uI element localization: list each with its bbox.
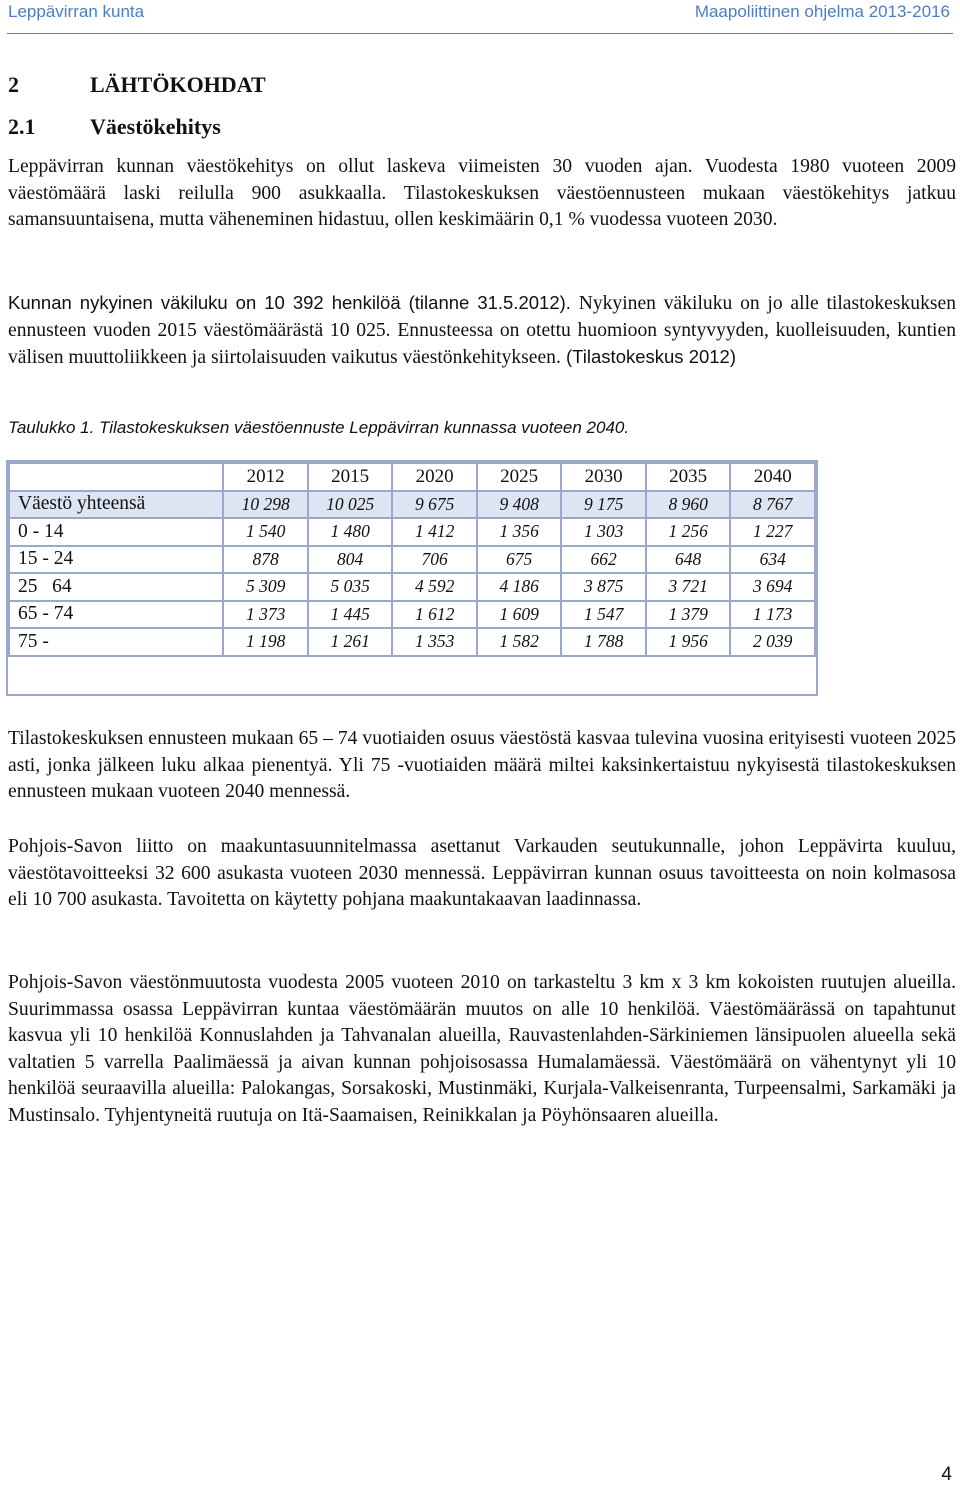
current-population-sentence: Kunnan nykyinen väkiluku on 10 392 henkilöä (tilanne 31.5.2012). xyxy=(8,292,571,313)
table-row xyxy=(9,601,815,629)
table-caption: Taulukko 1. Tilastokeskuksen väestöennuste Leppävirran kunnassa vuoteen 2040. xyxy=(8,418,630,437)
section-heading xyxy=(8,72,266,98)
table-corner-cell xyxy=(9,463,223,491)
page-number: 4 xyxy=(941,1464,952,1485)
table-cell: 1 373 xyxy=(223,601,308,629)
table-cell: 1 356 xyxy=(477,518,562,546)
table-cell: 9 675 xyxy=(392,491,477,519)
row-label: Väestö yhteensä xyxy=(9,491,223,519)
table-header-row xyxy=(9,463,815,491)
subsection-title: Väestökehitys xyxy=(90,114,221,139)
table-cell: 648 xyxy=(646,546,731,574)
table-cell: 1 612 xyxy=(392,601,477,629)
header-document-title: Maapoliittinen ohjelma 2013-2016 xyxy=(694,2,950,21)
section-title: LÄHTÖKOHDAT xyxy=(90,72,266,97)
table-cell: 5 309 xyxy=(223,573,308,601)
table-cell: 1 303 xyxy=(561,518,646,546)
table-row-total xyxy=(9,491,815,519)
table-cell: 878 xyxy=(223,546,308,574)
table-cell: 1 261 xyxy=(308,628,393,656)
table-cell: 4 592 xyxy=(392,573,477,601)
paragraph-age-group-forecast: Tilastokeskuksen ennusteen mukaan 65 – 74 vuotiaiden osuus väestöstä kasvaa tulevina vuosina erityisesti vuoteen 2025 asti, jonka jälkeen luku alkaa pienentyä. Yli 75 -vuotiaiden määrä miltei kaksinkertaistuu nykyisestä tilastokeskuksen ennusteen mukaan vuoteen 2040 mennessä. xyxy=(8,728,956,802)
row-label: 0 - 14 xyxy=(9,518,223,546)
section-number: 2 xyxy=(8,72,19,97)
table-cell: 1 540 xyxy=(223,518,308,546)
table-cell: 675 xyxy=(477,546,562,574)
table-row xyxy=(9,628,815,656)
table-cell: 1 256 xyxy=(646,518,731,546)
table-cell: 1 227 xyxy=(730,518,815,546)
table-cell: 3 875 xyxy=(561,573,646,601)
table-cell: 3 721 xyxy=(646,573,731,601)
year-header: 2012 xyxy=(223,463,308,491)
forecast-sentence: Nykyinen väkiluku on jo alle tilastokeskuksen ennusteen vuoden 2015 väestömäärästä 10 025. Ennusteessa on otettu huomioon syntyvyyden, kuolleisuuden, kuntien välisen muuttoliikkeen ja siirtolaisuuden vaikutus väestönkehitykseen. xyxy=(8,293,957,368)
table-cell: 4 186 xyxy=(477,573,562,601)
table-cell: 1 353 xyxy=(392,628,477,656)
table-row xyxy=(9,546,815,574)
table-cell: 1 198 xyxy=(223,628,308,656)
row-label: 25 64 xyxy=(9,573,223,601)
paragraph-population-trend: Leppävirran kunnan väestökehitys on ollut laskeva viimeisten 30 vuoden ajan. Vuodesta 1980 vuoteen 2009 väestömäärä laski reilulla 900 asukkaalla. Tilastokeskuksen väestöennusteen mukaan väestökehitys jatkuu samansuuntaisena, mutta väheneminen hidastuu, ollen keskimäärin 0,1 % vuodessa vuoteen 2030. xyxy=(8,156,956,230)
row-label: 65 - 74 xyxy=(9,601,223,629)
paragraph-grid-population-change: Pohjois-Savon väestönmuutosta vuodesta 2005 vuoteen 2010 on tarkasteltu 3 km x 3 km kokoisten ruutujen alueilla. Suurimmassa osassa Leppävirran kuntaa väestömäärän muutos on alle 10 henkilöä. Väestömäärässä on tapahtunut kasvua yli 10 henkilöä Konnuslahden ja Tahvanalan alueilla, Rauvastenlahden-Särkiniemen länsipuolen alueella sekä valtatien 5 varrella Paalimäessä ja aivan kunnan pohjoisosassa Humalamäessä. Väestömäärä on vähentynyt yli 10 henkilöä seuraavilla alueilla: Palokangas, Sorsakoski, Mustinmäki, Kurjala-Valkeisenranta, Turpeensalmi, Sarkamäki ja Mustinsalo. Tyhjentyneitä ruutuja on Itä-Saamaisen, Reinikkalan ja Pöyhönsaaren alueilla. xyxy=(8,972,956,1126)
paragraph-current-population xyxy=(8,290,956,372)
header-organization: Leppävirran kunta xyxy=(8,2,145,21)
table-cell: 1 379 xyxy=(646,601,731,629)
year-header: 2015 xyxy=(308,463,393,491)
header-divider xyxy=(7,33,953,34)
year-header: 2040 xyxy=(730,463,815,491)
table-cell: 1 582 xyxy=(477,628,562,656)
table-cell: 3 694 xyxy=(730,573,815,601)
source-reference: (Tilastokeskus 2012) xyxy=(560,346,737,367)
table-cell: 1 412 xyxy=(392,518,477,546)
table-cell: 1 788 xyxy=(561,628,646,656)
subsection-heading xyxy=(8,114,221,140)
table-cell: 10 298 xyxy=(223,491,308,519)
table-cell: 2 039 xyxy=(730,628,815,656)
table-cell: 5 035 xyxy=(308,573,393,601)
table-row xyxy=(9,518,815,546)
table-cell: 1 547 xyxy=(561,601,646,629)
table-cell: 1 480 xyxy=(308,518,393,546)
table-cell: 10 025 xyxy=(308,491,393,519)
table-cell: 9 175 xyxy=(561,491,646,519)
table-cell: 9 408 xyxy=(477,491,562,519)
table-cell: 1 445 xyxy=(308,601,393,629)
year-header: 2020 xyxy=(392,463,477,491)
table-cell: 804 xyxy=(308,546,393,574)
table-cell: 1 173 xyxy=(730,601,815,629)
year-header: 2030 xyxy=(561,463,646,491)
page-header xyxy=(0,0,960,30)
row-label: 15 - 24 xyxy=(9,546,223,574)
year-header: 2025 xyxy=(477,463,562,491)
row-label: 75 - xyxy=(9,628,223,656)
table-cell: 8 767 xyxy=(730,491,815,519)
table-cell: 634 xyxy=(730,546,815,574)
table-cell: 706 xyxy=(392,546,477,574)
paragraph-regional-target: Pohjois-Savon liitto on maakuntasuunnitelmassa asettanut Varkauden seutukunnalle, johon Leppävirta kuuluu, väestötavoitteeksi 32 600 asukasta vuoteen 2030 mennessä. Leppävirran kunnan osuus tavoitteesta on noin kolmasosa eli 10 700 asukasta. Tavoitetta on käytetty pohjana maakuntakaavan laadinnassa. xyxy=(8,836,956,910)
subsection-number: 2.1 xyxy=(8,114,36,139)
population-forecast-table xyxy=(8,462,816,657)
table-cell: 1 609 xyxy=(477,601,562,629)
table-row xyxy=(9,573,815,601)
table-cell: 1 956 xyxy=(646,628,731,656)
table-cell: 662 xyxy=(561,546,646,574)
year-header: 2035 xyxy=(646,463,731,491)
table-cell: 8 960 xyxy=(646,491,731,519)
